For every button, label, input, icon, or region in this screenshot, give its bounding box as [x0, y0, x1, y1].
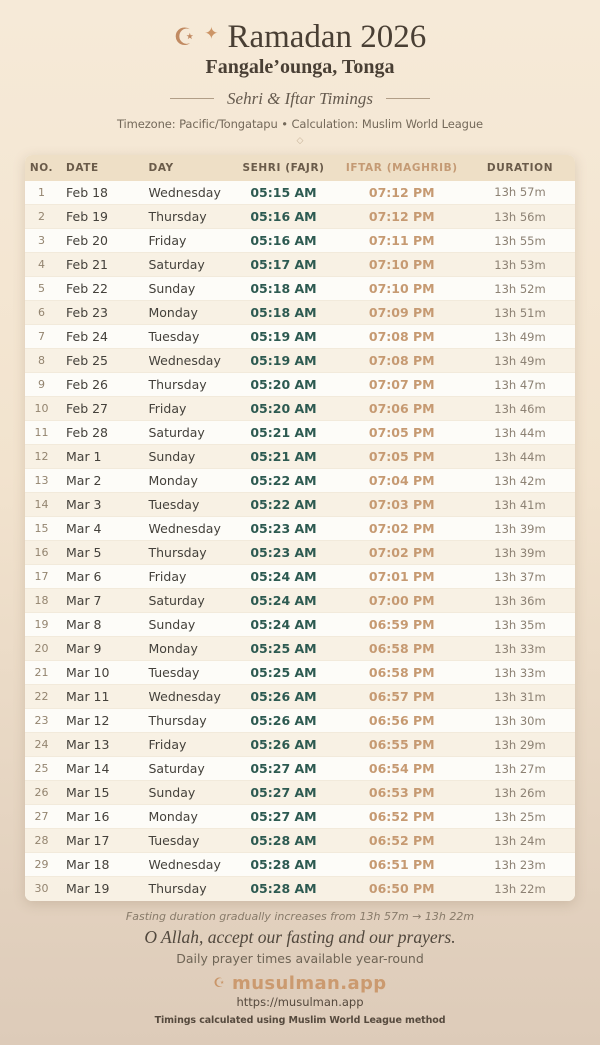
- timezone-calculation-meta: Timezone: Pacific/Tongatapu • Calculation: Muslim World League: [116, 116, 484, 131]
- cell-duration: 13h 55m: [494, 233, 546, 248]
- cell-sehri: 05:27 AM: [250, 809, 317, 825]
- column-header-duration: DURATION: [465, 155, 575, 181]
- cell-date: Mar 1: [66, 449, 102, 465]
- cell-iftar: 06:58 PM: [368, 641, 435, 657]
- cell-date: Mar 12: [66, 713, 110, 729]
- cell-date: Feb 26: [66, 377, 109, 393]
- cell-date: Feb 24: [66, 329, 109, 345]
- table-row: [25, 277, 575, 301]
- table-row: [25, 829, 575, 853]
- cell-duration: 13h 57m: [494, 185, 546, 200]
- cell-iftar: 07:03 PM: [368, 497, 435, 513]
- cell-iftar: 07:12 PM: [368, 209, 435, 225]
- timings-table-head: [25, 155, 575, 181]
- table-row: [25, 805, 575, 829]
- cell-duration: 13h 52m: [494, 281, 546, 296]
- location-title: Fangale’ounga, Tonga: [205, 55, 395, 78]
- cell-iftar: 07:06 PM: [368, 401, 435, 417]
- cell-date: Mar 11: [66, 689, 110, 705]
- cell-date: Mar 3: [66, 497, 102, 513]
- cell-duration: 13h 33m: [494, 641, 546, 656]
- cell-sehri: 05:22 AM: [250, 497, 317, 513]
- table-row: [25, 445, 575, 469]
- cell-iftar: 07:07 PM: [368, 377, 435, 393]
- table-row: [25, 637, 575, 661]
- timings-table-body: [25, 181, 575, 901]
- table-row: [25, 253, 575, 277]
- crescent-moon-icon: ☪: [173, 22, 196, 51]
- cell-day: Friday: [148, 569, 187, 585]
- page-header: [0, 20, 600, 146]
- cell-date: Feb 23: [66, 305, 109, 321]
- cell-duration: 13h 37m: [494, 569, 546, 584]
- cell-iftar: 06:59 PM: [368, 617, 435, 633]
- cell-iftar: 07:12 PM: [368, 184, 435, 200]
- cell-duration: 13h 26m: [494, 785, 546, 800]
- cell-date: Feb 19: [66, 209, 109, 225]
- cell-date: Mar 16: [66, 809, 110, 825]
- cell-sehri: 05:15 AM: [250, 184, 317, 200]
- cell-day: Wednesday: [148, 857, 221, 873]
- cell-date: Feb 27: [66, 401, 109, 417]
- cell-day: Wednesday: [148, 521, 221, 537]
- cell-no: 10: [34, 402, 49, 416]
- cell-iftar: 07:11 PM: [368, 233, 435, 249]
- cell-sehri: 05:24 AM: [250, 617, 317, 633]
- cell-sehri: 05:27 AM: [250, 785, 317, 801]
- cell-no: 11: [34, 426, 49, 440]
- cell-sehri: 05:16 AM: [250, 233, 317, 249]
- cell-no: 13: [34, 474, 49, 488]
- cell-day: Monday: [148, 641, 198, 657]
- cell-no: 21: [34, 666, 49, 680]
- cell-day: Thursday: [148, 209, 207, 225]
- cell-iftar: 07:10 PM: [368, 257, 435, 273]
- brand-url: https://musulman.app: [236, 994, 364, 1009]
- cell-date: Mar 4: [66, 521, 102, 537]
- cell-day: Saturday: [148, 593, 205, 609]
- cell-sehri: 05:26 AM: [250, 689, 317, 705]
- cell-day: Sunday: [148, 449, 196, 465]
- table-row: [25, 421, 575, 445]
- cell-duration: 13h 56m: [494, 209, 546, 224]
- cell-sehri: 05:24 AM: [250, 593, 317, 609]
- table-row: [25, 181, 575, 205]
- cell-iftar: 07:05 PM: [368, 425, 435, 441]
- cell-iftar: 07:02 PM: [368, 545, 435, 561]
- cell-iftar: 06:57 PM: [368, 689, 435, 705]
- table-row: [25, 709, 575, 733]
- cell-duration: 13h 42m: [494, 473, 546, 488]
- cell-iftar: 07:00 PM: [368, 593, 435, 609]
- cell-no: 4: [38, 258, 45, 272]
- cell-date: Feb 25: [66, 353, 109, 369]
- cell-date: Mar 10: [66, 665, 110, 681]
- cell-no: 25: [34, 762, 49, 776]
- table-row: [25, 853, 575, 877]
- star-icon: ✦: [204, 24, 219, 45]
- cell-date: Feb 21: [66, 257, 109, 273]
- table-row: [25, 349, 575, 373]
- cell-sehri: 05:26 AM: [250, 713, 317, 729]
- cell-no: 9: [38, 378, 45, 392]
- brand-name: musulman.app: [232, 972, 387, 994]
- availability-note: Daily prayer times available year-round: [176, 950, 424, 966]
- cell-no: 22: [34, 690, 49, 704]
- cell-iftar: 07:04 PM: [368, 473, 435, 489]
- brand-crescent-icon: ☪: [213, 975, 226, 991]
- cell-sehri: 05:28 AM: [250, 881, 317, 897]
- subtitle-row: [0, 89, 600, 109]
- cell-date: Feb 20: [66, 233, 109, 249]
- cell-day: Monday: [148, 305, 198, 321]
- cell-date: Mar 19: [66, 881, 110, 897]
- cell-day: Tuesday: [148, 833, 200, 849]
- cell-duration: 13h 36m: [494, 593, 546, 608]
- cell-iftar: 07:09 PM: [368, 305, 435, 321]
- cell-duration: 13h 49m: [494, 329, 546, 344]
- cell-date: Feb 28: [66, 425, 109, 441]
- cell-sehri: 05:24 AM: [250, 569, 317, 585]
- cell-sehri: 05:20 AM: [250, 377, 317, 393]
- cell-date: Mar 13: [66, 737, 110, 753]
- cell-iftar: 06:51 PM: [368, 857, 435, 873]
- cell-day: Thursday: [148, 545, 207, 561]
- cell-date: Mar 7: [66, 593, 102, 609]
- table-header-row: [25, 155, 575, 181]
- table-row: [25, 325, 575, 349]
- table-row: [25, 469, 575, 493]
- cell-duration: 13h 53m: [494, 257, 546, 272]
- page-footer: [0, 910, 600, 1026]
- cell-sehri: 05:18 AM: [250, 281, 317, 297]
- cell-day: Tuesday: [148, 665, 200, 681]
- cell-date: Mar 15: [66, 785, 110, 801]
- cell-duration: 13h 47m: [494, 377, 546, 392]
- cell-day: Sunday: [148, 617, 196, 633]
- cell-iftar: 07:05 PM: [368, 449, 435, 465]
- cell-date: Feb 22: [66, 281, 109, 297]
- cell-no: 1: [38, 185, 45, 199]
- cell-day: Saturday: [148, 257, 205, 273]
- table-row: [25, 397, 575, 421]
- table-row: [25, 661, 575, 685]
- cell-day: Wednesday: [148, 184, 221, 200]
- cell-no: 5: [38, 282, 45, 296]
- timings-table-container: [25, 155, 575, 901]
- cell-sehri: 05:27 AM: [250, 761, 317, 777]
- cell-duration: 13h 24m: [494, 833, 546, 848]
- cell-day: Thursday: [148, 881, 207, 897]
- column-header-iftar: IFTAR (MAGHRIB): [339, 155, 466, 181]
- cell-duration: 13h 33m: [494, 665, 546, 680]
- table-row: [25, 493, 575, 517]
- brand-row: [0, 973, 600, 994]
- cell-no: 8: [38, 354, 45, 368]
- cell-iftar: 06:53 PM: [368, 785, 435, 801]
- cell-sehri: 05:18 AM: [250, 305, 317, 321]
- cell-day: Tuesday: [148, 497, 200, 513]
- cell-date: Mar 14: [66, 761, 110, 777]
- cell-duration: 13h 29m: [494, 737, 546, 752]
- cell-duration: 13h 41m: [494, 497, 546, 512]
- cell-date: Mar 9: [66, 641, 102, 657]
- column-header-sehri: SEHRI (FAJR): [229, 155, 339, 181]
- cell-iftar: 06:58 PM: [368, 665, 435, 681]
- cell-duration: 13h 44m: [494, 449, 546, 464]
- cell-sehri: 05:21 AM: [250, 449, 317, 465]
- duration-trend-note: Fasting duration gradually increases from 13h 57m → 13h 22m: [125, 909, 475, 923]
- calculation-method-note: Timings calculated using Muslim World League method: [154, 1014, 446, 1026]
- table-row: [25, 877, 575, 901]
- cell-no: 7: [38, 330, 45, 344]
- table-row: [25, 229, 575, 253]
- cell-duration: 13h 27m: [494, 761, 546, 776]
- cell-day: Friday: [148, 401, 187, 417]
- table-row: [25, 517, 575, 541]
- cell-day: Monday: [148, 473, 198, 489]
- cell-iftar: 06:55 PM: [368, 737, 435, 753]
- cell-iftar: 06:50 PM: [368, 881, 435, 897]
- table-row: [25, 685, 575, 709]
- cell-date: Mar 17: [66, 833, 110, 849]
- table-row: [25, 373, 575, 397]
- column-header-date: DATE: [58, 155, 141, 181]
- cell-duration: 13h 31m: [494, 689, 546, 704]
- cell-no: 6: [38, 306, 45, 320]
- cell-no: 18: [34, 594, 49, 608]
- cell-no: 20: [34, 642, 49, 656]
- cell-sehri: 05:28 AM: [250, 833, 317, 849]
- cell-duration: 13h 46m: [494, 401, 546, 416]
- cell-day: Friday: [148, 233, 187, 249]
- cell-sehri: 05:17 AM: [250, 257, 317, 273]
- cell-sehri: 05:22 AM: [250, 473, 317, 489]
- cell-day: Sunday: [148, 281, 196, 297]
- cell-duration: 13h 23m: [494, 857, 546, 872]
- cell-duration: 13h 39m: [494, 545, 546, 560]
- column-header-no: NO.: [25, 155, 58, 181]
- cell-iftar: 07:10 PM: [368, 281, 435, 297]
- cell-no: 15: [34, 522, 49, 536]
- cell-sehri: 05:21 AM: [250, 425, 317, 441]
- page-title: Ramadan 2026: [227, 19, 427, 55]
- cell-duration: 13h 44m: [494, 425, 546, 440]
- cell-duration: 13h 39m: [494, 521, 546, 536]
- cell-iftar: 06:52 PM: [368, 833, 435, 849]
- column-header-day: DAY: [141, 155, 229, 181]
- cell-date: Feb 18: [66, 184, 109, 200]
- cell-duration: 13h 22m: [494, 881, 546, 896]
- cell-date: Mar 2: [66, 473, 102, 489]
- cell-sehri: 05:20 AM: [250, 401, 317, 417]
- diamond-ornament-icon: ◇: [296, 135, 304, 146]
- table-row: [25, 205, 575, 229]
- cell-sehri: 05:26 AM: [250, 737, 317, 753]
- cell-iftar: 07:08 PM: [368, 353, 435, 369]
- cell-date: Mar 18: [66, 857, 110, 873]
- cell-iftar: 06:56 PM: [368, 713, 435, 729]
- timings-table: [25, 155, 575, 901]
- cell-sehri: 05:19 AM: [250, 329, 317, 345]
- subtitle-divider-right: [386, 98, 430, 99]
- cell-no: 16: [34, 546, 49, 560]
- cell-day: Saturday: [148, 761, 205, 777]
- cell-date: Mar 5: [66, 545, 102, 561]
- cell-no: 28: [34, 834, 49, 848]
- cell-day: Tuesday: [148, 329, 200, 345]
- table-row: [25, 757, 575, 781]
- cell-iftar: 06:52 PM: [368, 809, 435, 825]
- cell-iftar: 07:01 PM: [368, 569, 435, 585]
- cell-no: 17: [34, 570, 49, 584]
- cell-duration: 13h 30m: [494, 713, 546, 728]
- dua-text: O Allah, accept our fasting and our prayers.: [144, 926, 456, 947]
- cell-no: 26: [34, 786, 49, 800]
- cell-no: 2: [38, 210, 45, 224]
- cell-no: 3: [38, 234, 45, 248]
- cell-no: 14: [34, 498, 49, 512]
- table-row: [25, 565, 575, 589]
- cell-no: 12: [34, 450, 49, 464]
- cell-day: Monday: [148, 809, 198, 825]
- cell-sehri: 05:23 AM: [250, 545, 317, 561]
- table-row: [25, 781, 575, 805]
- cell-day: Sunday: [148, 785, 196, 801]
- cell-iftar: 07:02 PM: [368, 521, 435, 537]
- cell-sehri: 05:25 AM: [250, 665, 317, 681]
- cell-sehri: 05:28 AM: [250, 857, 317, 873]
- table-row: [25, 733, 575, 757]
- subtitle-text: Sehri & Iftar Timings: [227, 88, 373, 108]
- cell-no: 24: [34, 738, 49, 752]
- cell-date: Mar 6: [66, 569, 102, 585]
- cell-iftar: 06:54 PM: [368, 761, 435, 777]
- cell-day: Wednesday: [148, 353, 221, 369]
- cell-sehri: 05:16 AM: [250, 209, 317, 225]
- cell-duration: 13h 35m: [494, 617, 546, 632]
- cell-day: Friday: [148, 737, 187, 753]
- cell-sehri: 05:19 AM: [250, 353, 317, 369]
- cell-day: Saturday: [148, 425, 205, 441]
- cell-duration: 13h 51m: [494, 305, 546, 320]
- cell-no: 27: [34, 810, 49, 824]
- cell-duration: 13h 25m: [494, 809, 546, 824]
- cell-no: 29: [34, 858, 49, 872]
- cell-no: 23: [34, 714, 49, 728]
- cell-iftar: 07:08 PM: [368, 329, 435, 345]
- page-title-row: [0, 20, 600, 55]
- subtitle-divider-left: [170, 98, 214, 99]
- table-row: [25, 301, 575, 325]
- cell-sehri: 05:25 AM: [250, 641, 317, 657]
- cell-day: Thursday: [148, 713, 207, 729]
- table-row: [25, 613, 575, 637]
- cell-sehri: 05:23 AM: [250, 521, 317, 537]
- cell-no: 19: [34, 618, 49, 632]
- table-row: [25, 541, 575, 565]
- cell-day: Thursday: [148, 377, 207, 393]
- cell-date: Mar 8: [66, 617, 102, 633]
- table-row: [25, 589, 575, 613]
- cell-no: 30: [34, 882, 49, 896]
- cell-day: Wednesday: [148, 689, 221, 705]
- cell-duration: 13h 49m: [494, 353, 546, 368]
